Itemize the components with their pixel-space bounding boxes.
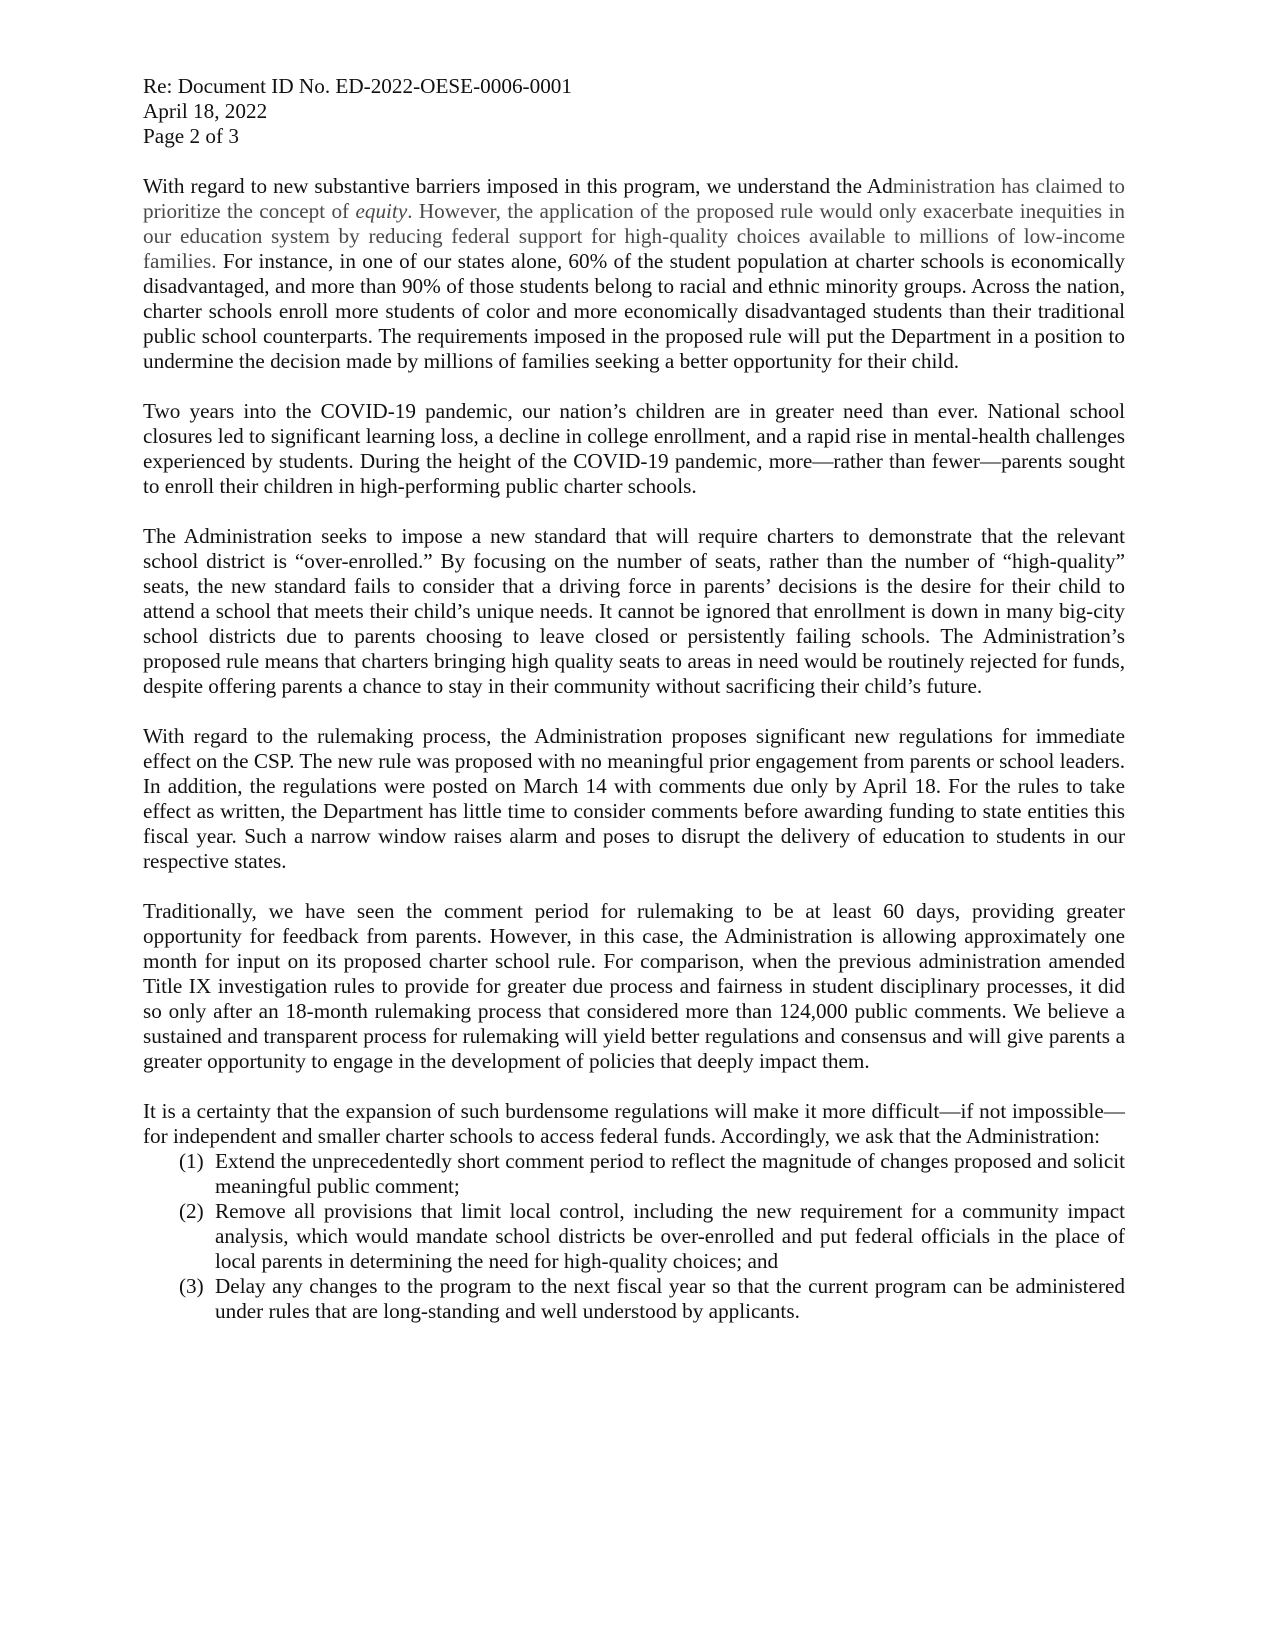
paragraph-over-enrolled: The Administration seeks to impose a new standard that will require charters to demonstrate that the relevant school district is “over-enrolled.” By focusing on the number of seats, rather than the number of “high-quality” seats, the new standard fails to consider that a driving force in parents’ decisions is the desire for their child to attend a school that meets their child’s unique needs. It cannot be ignored that enrollment is down in many big-city school districts due to parents choosing to leave closed or persistently failing schools. The Administration’s proposed rule means that charters bringing high quality seats to areas in need would be routinely rejected for funds, despite offering parents a chance to stay in their community without sacrificing their child’s future.	[143, 524, 1125, 698]
paragraph-equity-italic-term: equity	[355, 199, 408, 223]
letter-date: April 18, 2022	[143, 99, 268, 123]
request-item	[179, 1149, 1125, 1199]
paragraph-equity-gray-text: ministration has claimed to prioritize the concept of	[143, 174, 1125, 223]
request-item	[179, 1199, 1125, 1274]
paragraph-covid: Two years into the COVID-19 pandemic, our nation’s children are in greater need than ever. National school closures led to significant learning loss, a decline in college enrollment, and a rapid rise in mental-health challenges experienced by students. During the height of the COVID-19 pandemic, more—rather than fewer—parents sought to enroll their children in high-performing public charter schools.	[143, 399, 1125, 498]
requests-list	[143, 1149, 1125, 1324]
document-reference: Re: Document ID No. ED-2022-OESE-0006-0001	[143, 74, 572, 98]
paragraph-equity-start: With regard to new substantive barriers imposed in this program, we understand the Ad	[143, 174, 893, 198]
request-text: Extend the unprecedentedly short comment period to reflect the magnitude of changes proposed and solicit meaningful public comment;	[215, 1149, 1125, 1198]
paragraph-requests-intro: It is a certainty that the expansion of such burdensome regulations will make it more difficult—if not impossible—for independent and smaller charter schools to access federal funds. Accordingly, we ask that the Administration:	[143, 1099, 1125, 1148]
request-number: (3)	[179, 1274, 204, 1298]
paragraph-equity-gray-text-2: . However, the application of the proposed rule would only exacerbate inequities in our education system by reducing federal support for high-quality choices available to millions of low-income families.	[143, 199, 1125, 273]
request-text: Remove all provisions that limit local control, including the new requirement for a community impact analysis, which would mandate school districts be over-enrolled and put federal officials in the place of local parents in determining the need for high-quality choices; and	[215, 1199, 1125, 1273]
request-text: Delay any changes to the program to the next fiscal year so that the current program can be administered under rules that are long-standing and well understood by applicants.	[215, 1274, 1125, 1323]
request-item	[179, 1274, 1125, 1324]
paragraph-comment-period: Traditionally, we have seen the comment period for rulemaking to be at least 60 days, providing greater opportunity for feedback from parents. However, in this case, the Administration is allowing approximately one month for input on its proposed charter school rule. For comparison, when the previous administration amended Title IX investigation rules to provide for greater due process and fairness in student disciplinary processes, it did so only after an 18-month rulemaking process that considered more than 124,000 public comments. We believe a sustained and transparent process for rulemaking will yield better regulations and consensus and will give parents a greater opportunity to engage in the development of policies that deeply impact them.	[143, 899, 1125, 1073]
paragraph-rulemaking-process: With regard to the rulemaking process, the Administration proposes significant new regulations for immediate effect on the CSP. The new rule was proposed with no meaningful prior engagement from parents or school leaders. In addition, the regulations were posted on March 14 with comments due only by April 18. For the rules to take effect as written, the Department has little time to consider comments before awarding funding to state entities this fiscal year. Such a narrow window raises alarm and poses to disrupt the delivery of education to students in our respective states.	[143, 724, 1125, 873]
letter-header	[143, 74, 1125, 149]
paragraph-equity	[143, 174, 1125, 374]
request-number: (2)	[179, 1199, 204, 1223]
request-number: (1)	[179, 1149, 204, 1173]
page-number: Page 2 of 3	[143, 124, 239, 148]
document-page	[143, 74, 1125, 1324]
paragraph-equity-rest: For instance, in one of our states alone, 60% of the student population at charter schools is economically disadvantaged, and more than 90% of those students belong to racial and ethnic minority groups. Across the nation, charter schools enroll more students of color and more economically disadvantaged students than their traditional public school counterparts. The requirements imposed in the proposed rule will put the Department in a position to undermine the decision made by millions of families seeking a better opportunity for their child.	[143, 249, 1125, 373]
